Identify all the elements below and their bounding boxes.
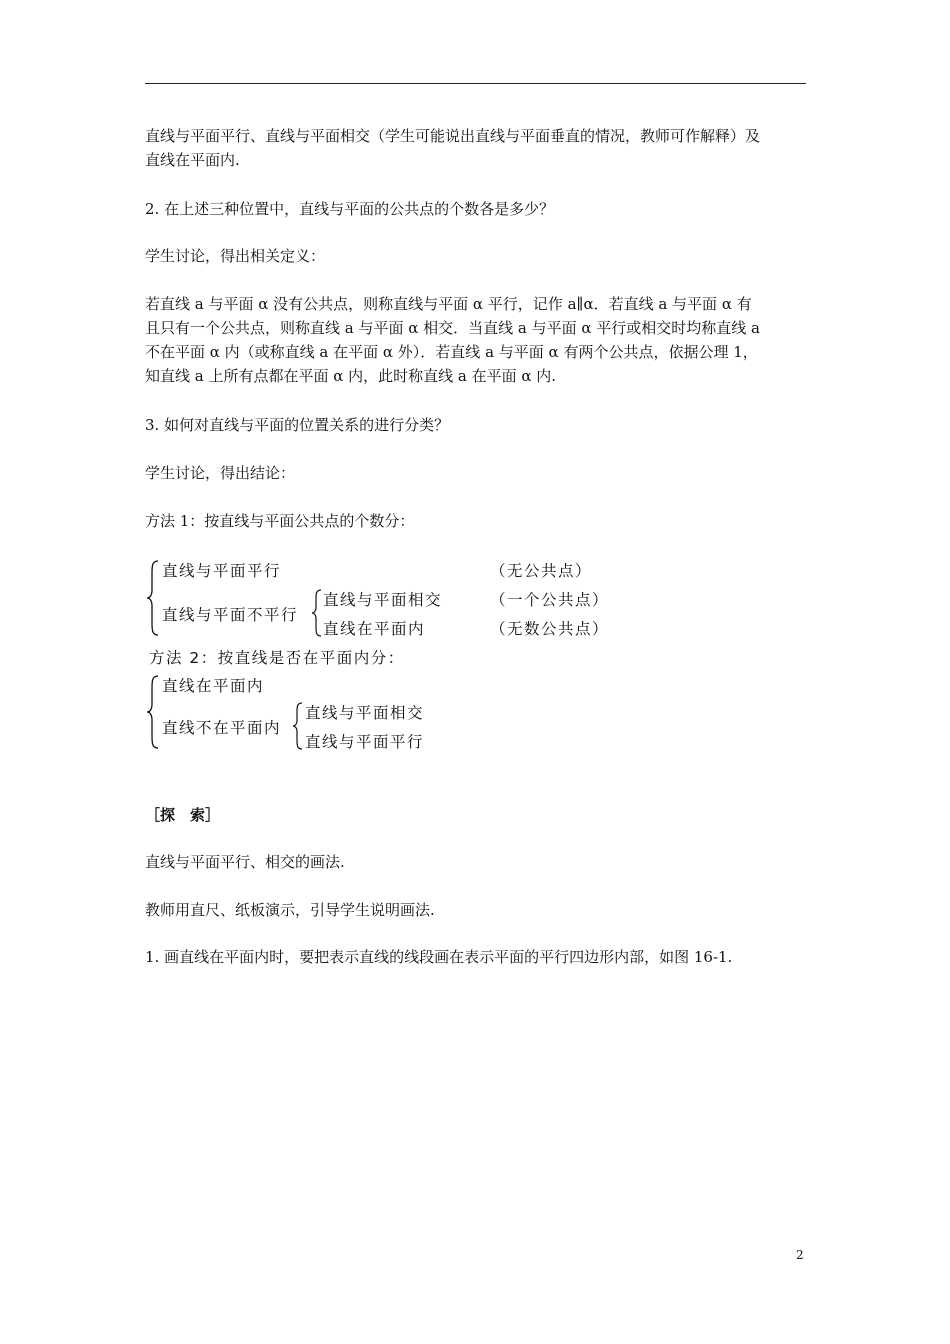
m1-in-plane-note: （无数公共点） <box>490 620 610 638</box>
text-line: 不在平面 α 内（或称直线 a 在平面 α 外）．若直线 a 与平面 α 有两个公共点，依据公理 1， <box>145 343 758 361</box>
brace-icon <box>146 675 160 749</box>
text-line: 知直线 a 上所有点都在平面 α 内，此时称直线 a 在平面 α 内. <box>145 367 557 385</box>
explore-heading: ［探 索］ <box>145 806 221 824</box>
m2-not-in-plane: 直线不在平面内 <box>162 719 282 737</box>
brace-icon <box>292 702 304 750</box>
m1-intersect: 直线与平面相交 <box>323 591 443 609</box>
text-line: 若直线 a 与平面 α 没有公共点，则称直线与平面 α 平行，记作 a∥α．若直线 a 与平面 α 有 <box>145 295 752 313</box>
method-1-intro: 方法 1：按直线与平面公共点的个数分： <box>145 512 415 530</box>
explore-line-2: 教师用直尺、纸板演示，引导学生说明画法. <box>145 901 435 919</box>
m2-intersect: 直线与平面相交 <box>305 704 425 722</box>
m1-in-plane: 直线在平面内 <box>323 620 426 638</box>
discussion-2: 学生讨论，得出结论： <box>145 464 296 482</box>
text-line: 直线在平面内. <box>145 151 240 169</box>
m1-parallel-note: （无公共点） <box>490 562 593 580</box>
page-number: 2 <box>796 1248 804 1262</box>
text-line: 直线与平面平行、直线与平面相交（学生可能说出直线与平面垂直的情况，教师可作解释）及 <box>145 127 761 145</box>
header-rule <box>145 83 806 84</box>
m1-intersect-note: （一个公共点） <box>490 591 610 609</box>
method-2-heading: 方法 2：按直线是否在平面内分： <box>149 649 405 667</box>
explore-line-3: 1. 画直线在平面内时，要把表示直线的线段画在表示平面的平行四边形内部，如图 16-1. <box>145 948 733 966</box>
question-3: 3. 如何对直线与平面的位置关系的进行分类？ <box>145 416 450 434</box>
m2-in-plane: 直线在平面内 <box>162 677 265 695</box>
m2-parallel: 直线与平面平行 <box>305 733 425 751</box>
definition-paragraph <box>145 292 810 388</box>
explore-line-1: 直线与平面平行、相交的画法. <box>145 853 345 871</box>
paragraph-positions <box>145 124 810 172</box>
brace-icon <box>146 560 160 636</box>
discussion-1: 学生讨论，得出相关定义： <box>145 247 326 265</box>
text-line: 且只有一个公共点，则称直线 a 与平面 α 相交．当直线 a 与平面 α 平行或相交时均称直线 a <box>145 319 761 337</box>
brace-icon <box>311 589 323 637</box>
m1-parallel: 直线与平面平行 <box>162 562 282 580</box>
m1-not-parallel: 直线与平面不平行 <box>162 606 299 624</box>
question-2: 2. 在上述三种位置中，直线与平面的公共点的个数各是多少？ <box>145 200 555 218</box>
